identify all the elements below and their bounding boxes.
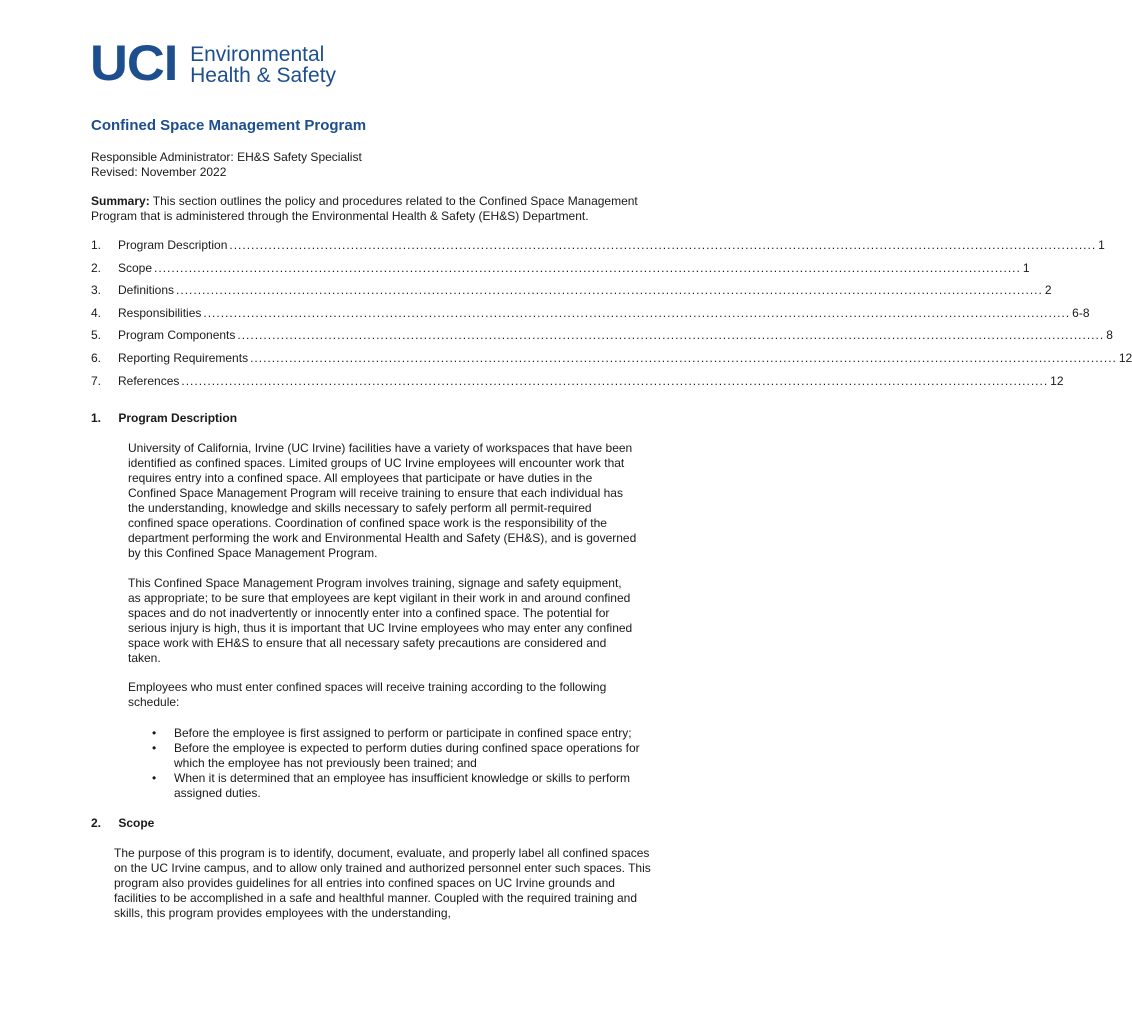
table-of-contents bbox=[91, 238, 1132, 396]
toc-leader: ........................................................................................................................................................................................................ bbox=[176, 283, 1043, 298]
toc-label: Reporting Requirements bbox=[118, 350, 249, 365]
toc-number: 3. bbox=[91, 283, 102, 298]
toc-leader: ........................................................................................................................................................................................................ bbox=[203, 305, 1071, 320]
toc-entry[interactable] bbox=[91, 260, 1030, 284]
summary-label: Summary: bbox=[91, 194, 150, 208]
toc-label: Program Description bbox=[118, 238, 228, 252]
section-title: Program Description bbox=[118, 411, 238, 425]
bullet-icon: • bbox=[152, 771, 157, 785]
toc-page: 8 bbox=[1106, 328, 1113, 343]
toc-leader: ........................................................................................................................................................................................................ bbox=[250, 350, 1117, 365]
training-schedule-list bbox=[152, 726, 672, 801]
toc-label: Program Components bbox=[118, 328, 236, 343]
toc-label: References bbox=[118, 373, 180, 388]
logo-line-2: Health & Safety bbox=[190, 64, 337, 87]
toc-page: 12 bbox=[1050, 373, 1064, 388]
toc-page: 12 bbox=[1118, 350, 1132, 365]
toc-page: 1 bbox=[1022, 260, 1030, 275]
section-title: Scope bbox=[118, 816, 155, 830]
revised-date: Revised: November 2022 bbox=[91, 165, 227, 179]
list-item bbox=[152, 771, 672, 801]
summary-text: This section outlines the policy and procedures related to the Confined Space Management Program that is administered through the Environmental Health & Safety (EH&S) Department. bbox=[91, 194, 638, 223]
toc-label: Definitions bbox=[118, 283, 175, 298]
toc-entry[interactable] bbox=[91, 305, 1090, 329]
list-item-text: Before the employee is expected to perform duties during confined space operations for which the employee has not previously been trained; and bbox=[174, 741, 640, 770]
uci-ehs-logo bbox=[90, 35, 337, 91]
toc-page: 6-8 bbox=[1072, 305, 1090, 320]
logo-wordmark bbox=[190, 44, 336, 86]
toc-entry[interactable] bbox=[91, 373, 1064, 397]
toc-leader: ........................................................................................................................................................................................................ bbox=[229, 238, 1097, 252]
list-item-text: Before the employee is first assigned to perform or participate in confined space entry; bbox=[174, 726, 632, 740]
toc-entry[interactable] bbox=[91, 328, 1113, 351]
section-1-heading bbox=[91, 411, 237, 426]
section-number: 1. bbox=[91, 411, 102, 425]
logo-line-1: Environmental bbox=[190, 43, 325, 66]
toc-entry[interactable] bbox=[91, 283, 1052, 306]
bullet-icon: • bbox=[152, 741, 157, 755]
toc-page: 2 bbox=[1044, 283, 1052, 298]
logo-mark: UCI bbox=[90, 35, 178, 91]
toc-number: 6. bbox=[91, 350, 102, 365]
toc-label: Responsibilities bbox=[118, 305, 202, 320]
list-item bbox=[152, 726, 672, 741]
section-1-paragraph-3: Employees who must enter confined spaces will receive training according to the following schedule: bbox=[128, 680, 607, 709]
summary-paragraph bbox=[91, 194, 681, 224]
toc-entry[interactable] bbox=[91, 350, 1132, 374]
section-2-paragraph-1: The purpose of this program is to identify, document, evaluate, and properly label all confined spaces on the UC Irvine campus, and to allow only trained and authorized personnel enter such spaces. This program also provides guidelines for all entries into confined spaces on UC Irvine grounds and facilities to be accomplished in a safe and healthful manner. Coupled with the required training and skills, this program provides employees with the understanding, bbox=[114, 846, 651, 920]
toc-page: 1 bbox=[1098, 238, 1105, 252]
toc-leader: ........................................................................................................................................................................................................ bbox=[154, 260, 1021, 275]
toc-number: 2. bbox=[91, 260, 102, 275]
toc-leader: ........................................................................................................................................................................................................ bbox=[181, 373, 1049, 388]
toc-entry[interactable] bbox=[91, 238, 1105, 261]
section-1-paragraph-1: University of California, Irvine (UC Irvine) facilities have a variety of workspaces that have been identified as confined spaces. Limited groups of UC Irvine employees will encounter work that requires entry into a confined space. All employees that participate or have duties in the Confined Space Management Program will receive training to ensure that each individual has the understanding, knowledge and skills necessary to safely perform all permit-required confined space operations. Coordination of confined space work is the responsibility of the department performing the work and Environmental Health and Safety (EH&S), and is governed by this Confined Space Management Program. bbox=[128, 441, 637, 560]
section-number: 2. bbox=[91, 816, 102, 830]
document-title: Confined Space Management Program bbox=[91, 117, 367, 134]
toc-number: 7. bbox=[91, 373, 102, 388]
responsible-administrator: Responsible Administrator: EH&S Safety Specialist bbox=[91, 150, 362, 164]
document-meta bbox=[91, 150, 362, 180]
toc-label: Scope bbox=[118, 260, 153, 275]
section-2-heading bbox=[91, 816, 154, 831]
list-item-text: When it is determined that an employee has insufficient knowledge or skills to perform assigned duties. bbox=[174, 771, 631, 800]
section-1-paragraph-2: This Confined Space Management Program involves training, signage and safety equipment, as appropriate; to be sure that employees are kept vigilant in their work in and around confined spaces and do not inadvertently or innocently enter into a confined space. The potential for serious injury is high, thus it is important that UC Irvine employees who may enter any confined space work with EH&S to ensure that all necessary safety precautions are considered and taken. bbox=[128, 576, 633, 665]
toc-number: 1. bbox=[91, 238, 102, 252]
toc-number: 5. bbox=[91, 328, 102, 343]
list-item bbox=[152, 741, 672, 771]
bullet-icon: • bbox=[152, 726, 157, 740]
toc-leader: ........................................................................................................................................................................................................ bbox=[237, 328, 1105, 343]
toc-number: 4. bbox=[91, 305, 102, 320]
